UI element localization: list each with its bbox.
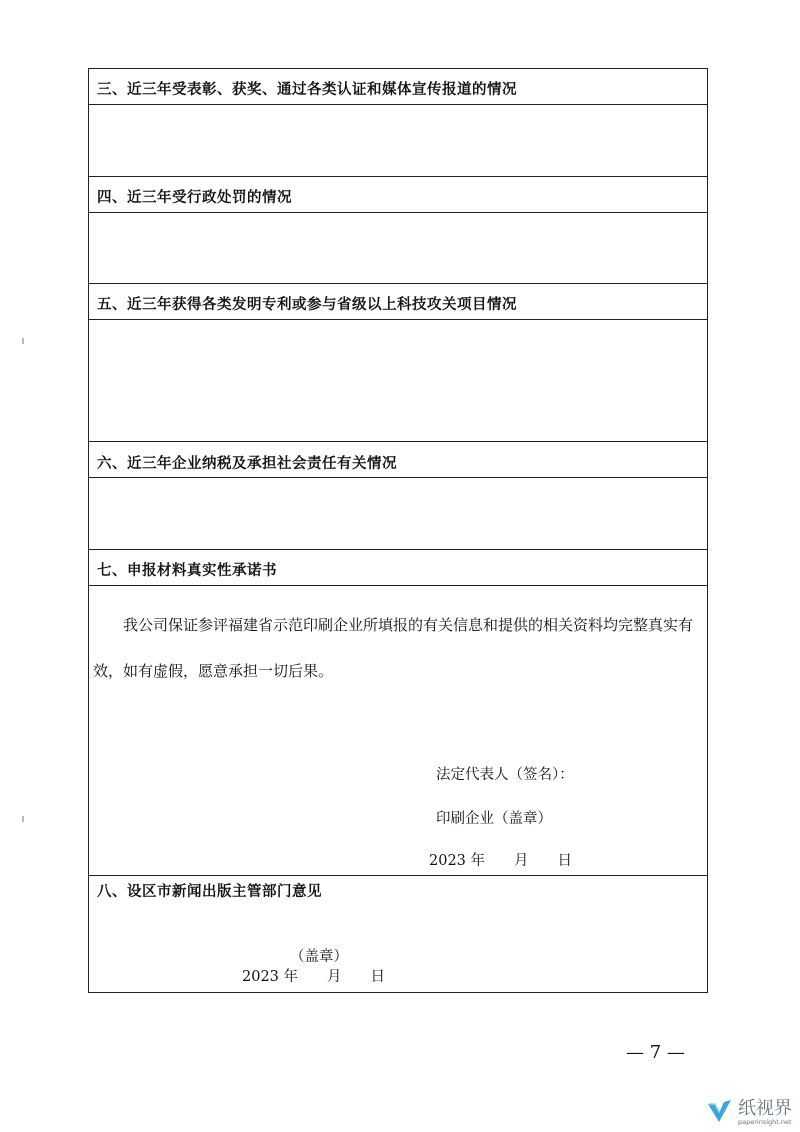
divider xyxy=(89,585,707,586)
scan-artifact xyxy=(22,816,24,822)
section-6-heading: 六、近三年企业纳税及承担社会责任有关情况 xyxy=(97,456,397,472)
section-6-field[interactable] xyxy=(89,478,707,549)
section-4-field[interactable] xyxy=(89,213,707,283)
section-3-heading: 三、近三年受表彰、获奖、通过各类认证和媒体宣传报道的情况 xyxy=(97,82,517,98)
divider xyxy=(89,549,707,550)
authority-seal[interactable]: （盖章） xyxy=(290,949,348,965)
scan-artifact xyxy=(22,338,24,344)
divider xyxy=(89,441,707,442)
logo-name-en: paperinsight.net xyxy=(738,1118,792,1126)
section-7-heading: 七、申报材料真实性承诺书 xyxy=(97,563,277,579)
section-4-heading: 四、近三年受行政处罚的情况 xyxy=(97,190,292,206)
divider xyxy=(89,283,707,284)
section-5-field[interactable] xyxy=(89,320,707,441)
section-5-heading: 五、近三年获得各类发明专利或参与省级以上科技攻关项目情况 xyxy=(97,297,517,313)
section-3-field[interactable] xyxy=(89,105,707,176)
watermark-logo xyxy=(700,1092,800,1132)
paperinsight-logo-icon xyxy=(704,1096,734,1126)
section-8-heading: 八、设区市新闻出版主管部门意见 xyxy=(97,884,322,900)
divider xyxy=(89,875,707,876)
authority-date[interactable]: 2023 年 月 日 xyxy=(242,969,386,985)
logo-name-cn: 纸视界 xyxy=(738,1098,792,1119)
commitment-date[interactable]: 2023 年 月 日 xyxy=(429,853,573,869)
legal-representative-signature[interactable]: 法定代表人（签名）： xyxy=(436,767,574,783)
page-number: — 7 — xyxy=(626,1042,685,1063)
commitment-text: 我公司保证参评福建省示范印刷企业所填报的有关信息和提供的相关资料均完整真实有效，如有虚假，愿意承担一切后果。 xyxy=(93,616,694,680)
company-seal[interactable]: 印刷企业（盖章） xyxy=(436,811,552,827)
divider xyxy=(89,176,707,177)
application-form-table xyxy=(88,68,708,993)
